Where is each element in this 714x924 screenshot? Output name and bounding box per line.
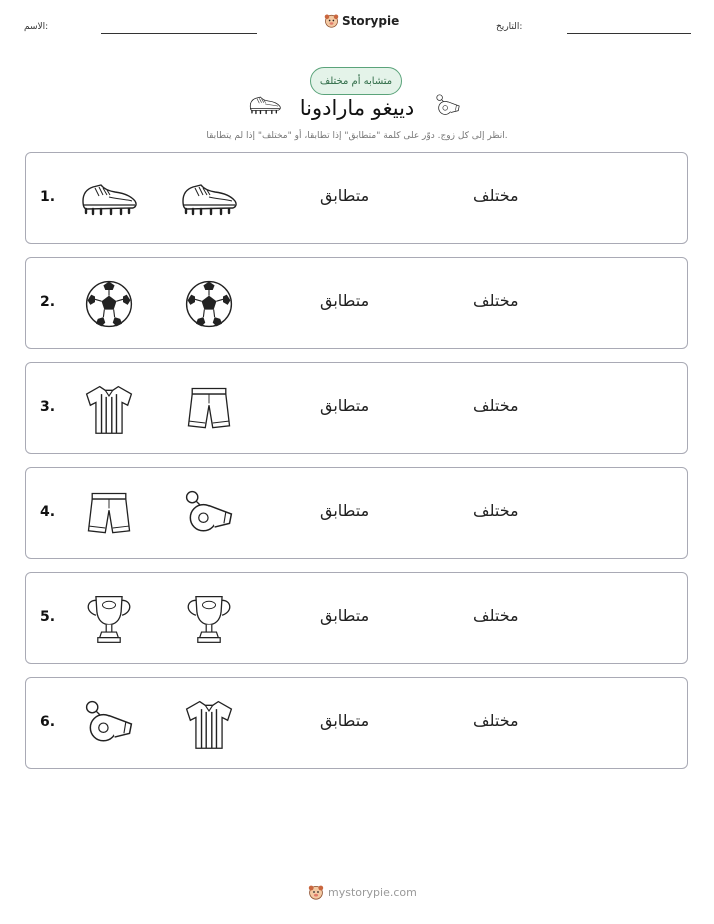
shorts-icon [179, 381, 239, 437]
logo-text: Storypie [342, 13, 400, 28]
different-option[interactable]: مختلف [473, 396, 519, 415]
soccer-ball-icon [179, 276, 239, 332]
question-number: 3. [40, 399, 56, 415]
page-title: دييغو مارادونا [299, 96, 415, 120]
same-option[interactable]: متطابق [320, 501, 370, 520]
instructions: انظر إلى كل زوج. دوّر على كلمة "متطابق" إذا تطابقا، أو "مختلف" إذا لم يتطابقا. [206, 131, 508, 141]
same-option[interactable]: متطابق [320, 291, 370, 310]
question-number: 5. [40, 609, 56, 625]
footer [308, 884, 417, 900]
question-number: 4. [40, 504, 56, 520]
question-row [25, 677, 688, 769]
whistle-icon [433, 92, 463, 120]
question-number: 6. [40, 714, 56, 730]
question-row [25, 467, 688, 559]
same-option[interactable]: متطابق [320, 606, 370, 625]
whistle-icon [79, 696, 139, 752]
different-option[interactable]: مختلف [473, 606, 519, 625]
same-option[interactable]: متطابق [320, 711, 370, 730]
name-label: الاسم: [24, 22, 49, 32]
whistle-icon [179, 486, 239, 542]
name-line[interactable] [101, 33, 257, 34]
boot-icon [79, 171, 139, 227]
question-row [25, 152, 688, 244]
different-option[interactable]: مختلف [473, 291, 519, 310]
question-row [25, 362, 688, 454]
soccer-ball-icon [79, 276, 139, 332]
question-row [25, 257, 688, 349]
boot-icon [179, 171, 239, 227]
question-row [25, 572, 688, 664]
different-option[interactable]: مختلف [473, 186, 519, 205]
trophy-icon [179, 591, 239, 647]
same-option[interactable]: متطابق [320, 396, 370, 415]
storypie-logo [324, 13, 399, 28]
trophy-icon [79, 591, 139, 647]
storypie-logo-icon [324, 13, 339, 28]
question-number: 2. [40, 294, 56, 310]
question-number: 1. [40, 189, 56, 205]
worksheet-type-badge: متشابه أم مختلف [310, 67, 402, 95]
storypie-logo-icon [308, 884, 324, 900]
different-option[interactable]: مختلف [473, 501, 519, 520]
jersey-icon [79, 381, 139, 437]
same-option[interactable]: متطابق [320, 186, 370, 205]
jersey-icon [179, 696, 239, 752]
shorts-icon [79, 486, 139, 542]
date-line[interactable] [567, 33, 691, 34]
footer-url[interactable]: mystorypie.com [328, 885, 417, 899]
different-option[interactable]: مختلف [473, 711, 519, 730]
date-label: التاريخ: [496, 22, 523, 32]
